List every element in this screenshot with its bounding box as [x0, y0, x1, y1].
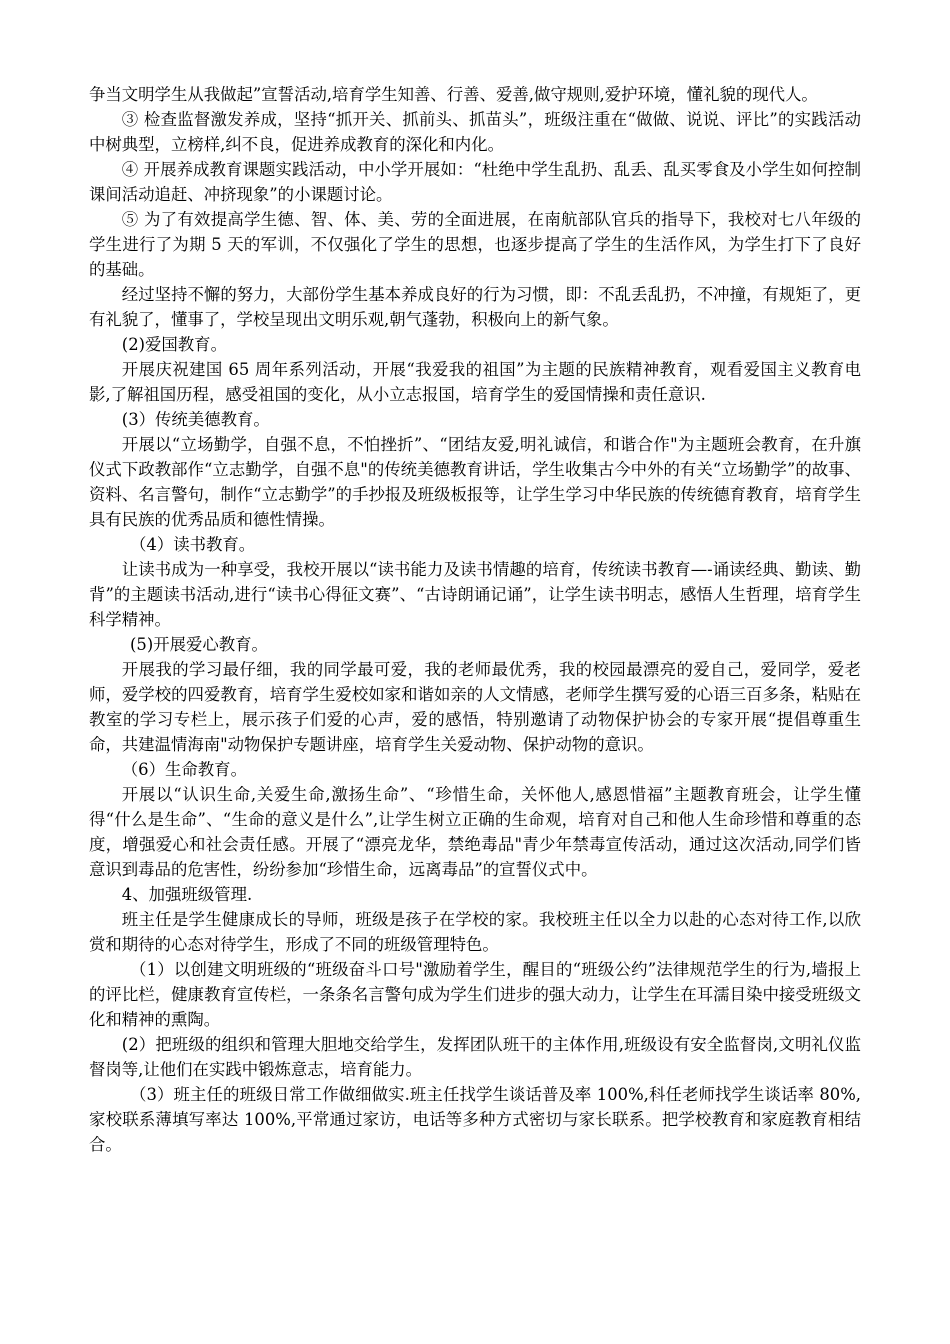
- paragraph-class-management-1: （1）以创建文明班级的“班级奋斗口号"激励着学生，醒目的“班级公约”法律规范学生的行为,墙报上的评比栏，健康教育宣传栏，一条条名言警句成为学生们进步的强大动力，让学生在耳濡目染中接受班级文化和精神的熏陶。: [89, 960, 861, 1029]
- heading-class-management: 4、加强班级管理.: [121, 885, 253, 904]
- paragraph-reading-education: 让读书成为一种享受，我校开展以“读书能力及读书情趣的培育，传统读书教育—-诵读经典、勤读、勤背”的主题读书活动,进行“读书心得征文赛”、“古诗朗诵记诵”，让学生读书明志，感悟人生哲理，培育学生科学精神。: [89, 560, 861, 629]
- paragraph-life-education: 开展以“认识生命,关爱生命,激扬生命”、“珍惜生命，关怀他人,感恩惜福”主题教育班会，让学生懂得“什么是生命”、“生命的意义是什么”,让学生树立正确的生命观，培育对自己和他人生命珍惜和尊重的态度，增强爱心和社会责任感。开展了“漂亮龙华，禁绝毒品"青少年禁毒宣传活动，通过这次活动,同学们皆意识到毒品的危害性，纷纷参加“珍惜生命，远离毒品”的宣誓仪式中。: [89, 785, 861, 879]
- paragraph-item-5-military-training: ⑤ 为了有效提高学生德、智、体、美、劳的全面进展，在南航部队官兵的指导下，我校对七八年级的学生进行了为期 5 天的军训，不仅强化了学生的思想，也逐步提高了学生的生活作风，为学生打下了良好的基础。: [89, 210, 861, 279]
- heading-love-education: (5)开展爱心教育。: [130, 635, 268, 654]
- paragraph-class-management-intro: 班主任是学生健康成长的导师，班级是孩子在学校的家。我校班主任以全力以赴的心态对待工作,以欣赏和期待的心态对待学生，形成了不同的班级管理特色。: [89, 910, 861, 954]
- paragraph-traditional-virtue: 开展以“立场勤学，自强不息，不怕挫折”、“团结友爱,明礼诚信，和谐合作"为主题班会教育，在升旗仪式下政教部作“立志勤学，自强不息"的传统美德教育讲话，学生收集古今中外的有关“立场勤学”的故事、资料、名言警句，制作“立志勤学”的手抄报及班级板报等，让学生学习中华民族的传统德育教育，培育学生具有民族的优秀品质和德性情操。: [89, 435, 861, 529]
- paragraph-class-management-2: (2）把班级的组织和管理大胆地交给学生，发挥团队班干的主体作用,班级设有安全监督岗,文明礼仪监督岗等,让他们在实践中锻炼意志，培育能力。: [89, 1035, 861, 1079]
- paragraph-love-education: 开展我的学习最仔细，我的同学最可爱，我的老师最优秀，我的校园最漂亮的爱自己，爱同学，爱老师，爱学校的四爱教育，培育学生爱校如家和谐如亲的人文情感，老师学生撰写爱的心语三百多条，粘贴在教室的学习专栏上，展示孩子们爱的心声，爱的感悟，特别邀请了动物保护协会的专家开展“提倡尊重生命，共建温情海南"动物保护专题讲座，培育学生关爱动物、保护动物的意识。: [89, 660, 861, 754]
- heading-life-education: （6）生命教育。: [121, 760, 247, 779]
- paragraph-class-management-3: （3）班主任的班级日常工作做细做实.班主任找学生谈话普及率 100%,科任老师找学生谈话率 80%,家校联系薄填写率达 100%,平常通过家访，电话等多种方式密切与家长联系。把学校教育和家庭教育相结合。: [89, 1085, 861, 1154]
- document-page: [89, 82, 861, 1157]
- heading-patriotic-education: (2)爱国教育。: [121, 335, 227, 354]
- heading-traditional-virtue: (3）传统美德教育。: [121, 410, 270, 429]
- paragraph-item-4-research: ④ 开展养成教育课题实践活动，中小学开展如：“杜绝中学生乱扔、乱丢、乱买零食及小学生如何控制课间活动追赶、冲挤现象”的小课题讨论。: [89, 160, 861, 204]
- paragraph-patriotic-education: 开展庆祝建国 65 周年系列活动，开展“我爱我的祖国”为主题的民族精神教育，观看爱国主义教育电影,了解祖国历程，感受祖国的变化，从小立志报国，培育学生的爱国情操和责任意识.: [89, 360, 861, 404]
- paragraph-results: 经过坚持不懈的努力，大部份学生基本养成良好的行为习惯，即：不乱丢乱扔，不冲撞，有规矩了，更有礼貌了，懂事了，学校呈现出文明乐观,朝气蓬勃，积极向上的新气象。: [89, 285, 861, 329]
- heading-reading-education: （4）读书教育。: [130, 535, 256, 554]
- paragraph-pledge-activity: 争当文明学生从我做起”宣誓活动,培育学生知善、行善、爱善,做守规则,爱护环境，懂礼貌的现代人。: [89, 85, 818, 104]
- paragraph-item-3-supervision: ③ 检查监督激发养成，坚持“抓开关、抓前头、抓苗头”，班级注重在“做做、说说、评比”的实践活动中树典型，立榜样,纠不良，促进养成教育的深化和内化。: [89, 110, 861, 154]
